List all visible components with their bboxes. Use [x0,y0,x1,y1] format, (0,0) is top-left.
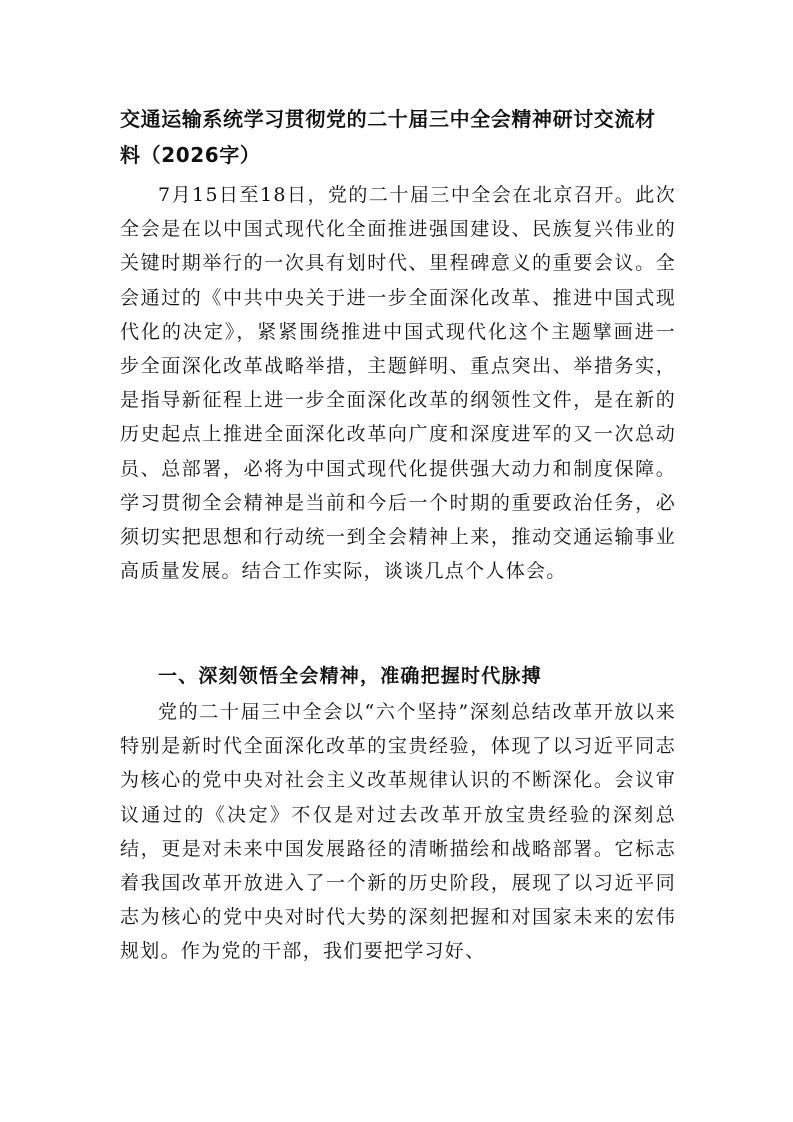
document-title: 交通运输系统学习贯彻党的二十届三中全会精神研讨交流材料（2026字） [120,107,656,167]
section-heading-1: 一、深刻领悟全会精神，准确把握时代脉搏 [158,665,542,687]
section-1-paragraph: 党的二十届三中全会以“六个坚持”深刻总结改革开放以来特别是新时代全面深化改革的宝贵经验，体现了以习近平同志为核心的党中央对社会主义改革规律认识的不断深化。会议审议通过的《决定》不仅是对过去改革开放宝贵经验的深刻总结，更是对未来中国发展路径的清晰描绘和战略部署。它标志着我国改革开放进入了一个新的历史阶段，展现了以习近平同志为核心的党中央对时代大势的深刻把握和对国家未来的宏伟规划。作为党的干部，我们要把学习好、 [120,701,676,963]
intro-paragraph: 7月15日至18日，党的二十届三中全会在北京召开。此次全会是在以中国式现代化全面推进强国建设、民族复兴伟业的关键时期举行的一次具有划时代、里程碑意义的重要会议。全会通过的《中共中央关于进一步全面深化改革、推进中国式现代化的决定》，紧紧围绕推进中国式现代化这个主题擘画进一步全面深化改革战略举措，主题鲜明、重点突出、举措务实，是指导新征程上进一步全面深化改革的纲领性文件，是在新的历史起点上推进全面深化改革向广度和深度进军的又一次总动员、总部署，必将为中国式现代化提供强大动力和制度保障。学习贯彻全会精神是当前和今后一个时期的重要政治任务，必须切实把思想和行动统一到全会精神上来，推动交通运输事业高质量发展。结合工作实际，谈谈几点个人体会。 [120,184,676,583]
